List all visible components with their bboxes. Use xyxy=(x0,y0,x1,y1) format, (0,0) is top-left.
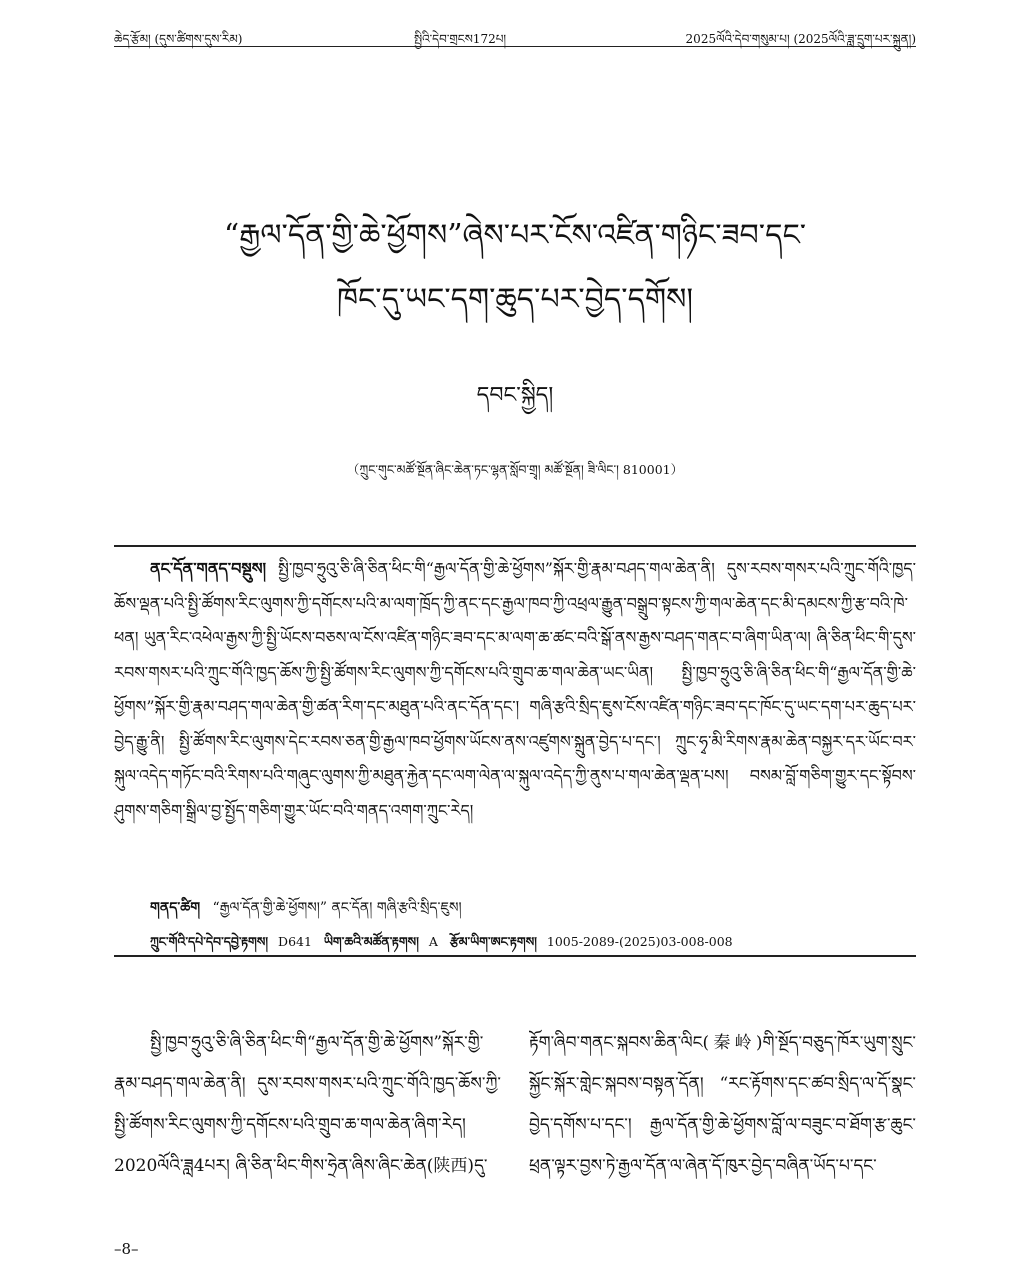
clc-label: ཀྲུང་གོའི་དཔེ་དེབ་དབྱེ་རྟགས། xyxy=(150,934,269,949)
running-header xyxy=(114,22,916,47)
keywords-line xyxy=(150,891,462,931)
page-number: –8– xyxy=(114,1240,139,1258)
article-id-value: 1005-2089-(2025)03-008-008 xyxy=(546,934,733,949)
clc-value: D641 xyxy=(278,934,312,949)
doc-code-value: A xyxy=(428,934,438,949)
keywords-text: “རྒྱལ་དོན་གྱི་ཆེ་ཕྱོགས།” ནང་དོན། གཞི་རྩའི་སྲིད་ཇུས། xyxy=(212,900,462,916)
article-id-label: རྩོམ་ཡིག་ཨང་རྟགས། xyxy=(449,934,537,949)
body-left-column: སྤྱི་ཁྱབ་ཧྲུའུ་ཅི་ཞི་ཅིན་ཕིང་གི“རྒྱལ་དོན་གྱི་ཆེ་ཕྱོགས”སྐོར་གྱི་རྣམ་བཤད་གལ་ཆེན་ནི། དུས་རབས་གསར་པའི་ཀྲུང་གོའི་ཁྱད་ཆོས་ཀྱི་སྤྱི་ཚོགས་རིང་ལུགས་ཀྱི་དགོངས་པའི་གྲུབ་ཆ་གལ་ཆེན་ཞིག་རེད། 2020ལོའི་ཟླ4པར། ཞི་ཅིན་ཕིང་གིས་ཧྲེན་ཞིས་ཞིང་ཆེན(陕西)དུ་ xyxy=(114,1033,501,1176)
classification-line xyxy=(150,928,733,963)
keywords-label: གནད་ཚིག xyxy=(150,900,201,916)
body-right-column: རྟོག་ཞིབ་གནང་སྐབས་ཆིན་ལིང(秦岭)གི་སྔོད་བཅུད་ཁོར་ཡུག་སྲུང་སྐྱོང་སྐོར་གླེང་སྐབས་བསྟན་དོན། “རང་རྟོགས་དང་ཚབ་སྲིད་ལ་དོ་སྣང་བྱེད་དགོས་པ་དང་། རྒྱལ་དོན་གྱི་ཆེ་ཕྱོགས་བློ་ལ་བཟུང་བ་ཐོག་རྩ་ཆུང་ཕྲན་ལྟར་བྱས་ཏེ་རྒྱལ་དོན་ལ་ཞེན་དོ་ཁུར་བྱེད་བཞིན་ཡོད་པ་དང་ xyxy=(529,1033,916,1176)
header-section-label: ཆེད་རྩོམ། (དུས་ཚིགས་དུས་རིམ) xyxy=(114,32,243,46)
abstract-block xyxy=(114,552,916,882)
abstract-top-rule xyxy=(114,545,916,547)
doc-code-label: ཡིག་ཆའི་མཚོན་རྟགས། xyxy=(323,934,419,949)
author-name: དབང་སྐྱིད། xyxy=(476,383,554,408)
abstract-text: སྤྱི་ཁྱབ་ཧྲུའུ་ཅི་ཞི་ཅིན་ཕིང་གི“རྒྱལ་དོན་གྱི་ཆེ་ཕྱོགས”སྐོར་གྱི་རྣམ་བཤད་གལ་ཆེན་ནི། དུས་རབས་གསར་པའི་ཀྲུང་གོའི་ཁྱད་ཆོས་ལྡན་པའི་སྤྱི་ཚོགས་རིང་ལུགས་ཀྱི་དགོངས་པའི་མ་ལག་ཁྲོད་ཀྱི་ནང་དང་རྒྱལ་ཁབ་ཀྱི་འཕྲལ་རྒྱུན་བསྒྲུབ་སྟངས་ཀྱི་གལ་ཆེན་དང་མི་དམངས་ཀྱི་རྩ་བའི་ཁེ་ཕན། ཡུན་རིང་འཕེལ་རྒྱས་ཀྱི་སྤྱི་ཡོངས་བཅས་ལ་ངོས་འཛིན་གཉིང་ཟབ་དང་མ་ལག་ཆ་ཚང་བའི་སྒོ་ནས་རྒྱས་བཤད་གནང་བ་ཞིག་ཡིན་ལ། ཞི་ཅིན་ཕིང་གི་དུས་རབས་གསར་པའི་ཀྲུང་གོའི་ཁྱད་ཆོས་ཀྱི་སྤྱི་ཚོགས་རིང་ལུགས་ཀྱི་དགོངས་པའི་གྲུབ་ཆ་གལ་ཆེན་ཡང་ཡིན། སྤྱི་ཁྱབ་ཧྲུའུ་ཅི་ཞི་ཅིན་ཕིང་གི“རྒྱལ་དོན་གྱི་ཆེ་ཕྱོགས”སྐོར་གྱི་རྣམ་བཤད་གལ་ཆེན་གྱི་ཚན་རིག་དང་མཐུན་པའི་ནང་དོན་དང་། གཞི་རྩའི་སྲིད་ཇུས་ངོས་འཛིན་གཉིང་ཟབ་དང་ཁོང་དུ་ཡང་དག་པར་ཆུད་པར་བྱེད་རྒྱུ་ནི། སྤྱི་ཚོགས་རིང་ལུགས་དེང་རབས་ཅན་གྱི་རྒྱལ་ཁབ་ཕྱོགས་ཡོངས་ནས་འཛུགས་སྐྲུན་བྱེད་པ་དང་། ཀྲུང་ཧྭ་མི་རིགས་རྣམ་ཆེན་བསྐྱར་དར་ཡོང་བར་སྐུལ་འདེད་གཏོང་བའི་རིགས་པའི་གཞུང་ལུགས་ཀྱི་མཐུན་རྐྱེན་དང་ལག་ལེན་ལ་སྐུལ་འདེད་ཀྱི་ནུས་པ་གལ་ཆེན་ལྡན་པས། བསམ་བློ་གཅིག་གྱུར་དང་སྟོབས་ཤུགས་གཅིག་སྒྲིལ་བྱ་སྤྱོད་གཅིག་གྱུར་ཡོང་བའི་གནད་འགག་ཀྲུང་རེད། xyxy=(114,559,916,820)
header-date: 2025ལོའི་དེབ་གསུམ་པ། (2025ལོའི་ཟླ་དྲུག་པར་སྐྲུན།) xyxy=(685,32,916,46)
article-title-line-2: ཁོང་དུ་ཡང་དག་ཆུད་པར་བྱེད་དགོས། xyxy=(337,282,693,317)
abstract-label: ནང་དོན་གནད་བསྡུས། xyxy=(150,559,267,578)
author-affiliation: （ཀྲུང་གུང་མཚོ་སྔོན་ཞིང་ཆེན་ཏང་ལྷན་སློབ་གྲྭ། མཚོ་སྔོན། ཟི་ལིང་། 810001） xyxy=(346,462,684,477)
header-issue-number: སྤྱིའི་དེབ་གྲངས172པ། xyxy=(414,32,507,46)
abstract-bottom-rule xyxy=(114,955,916,957)
article-title-line-1: “རྒྱལ་དོན་གྱི་ཆེ་ཕྱོགས”ཞེས་པར་ངོས་འཛིན་གཉིང་ཟབ་དང་ xyxy=(223,218,807,253)
